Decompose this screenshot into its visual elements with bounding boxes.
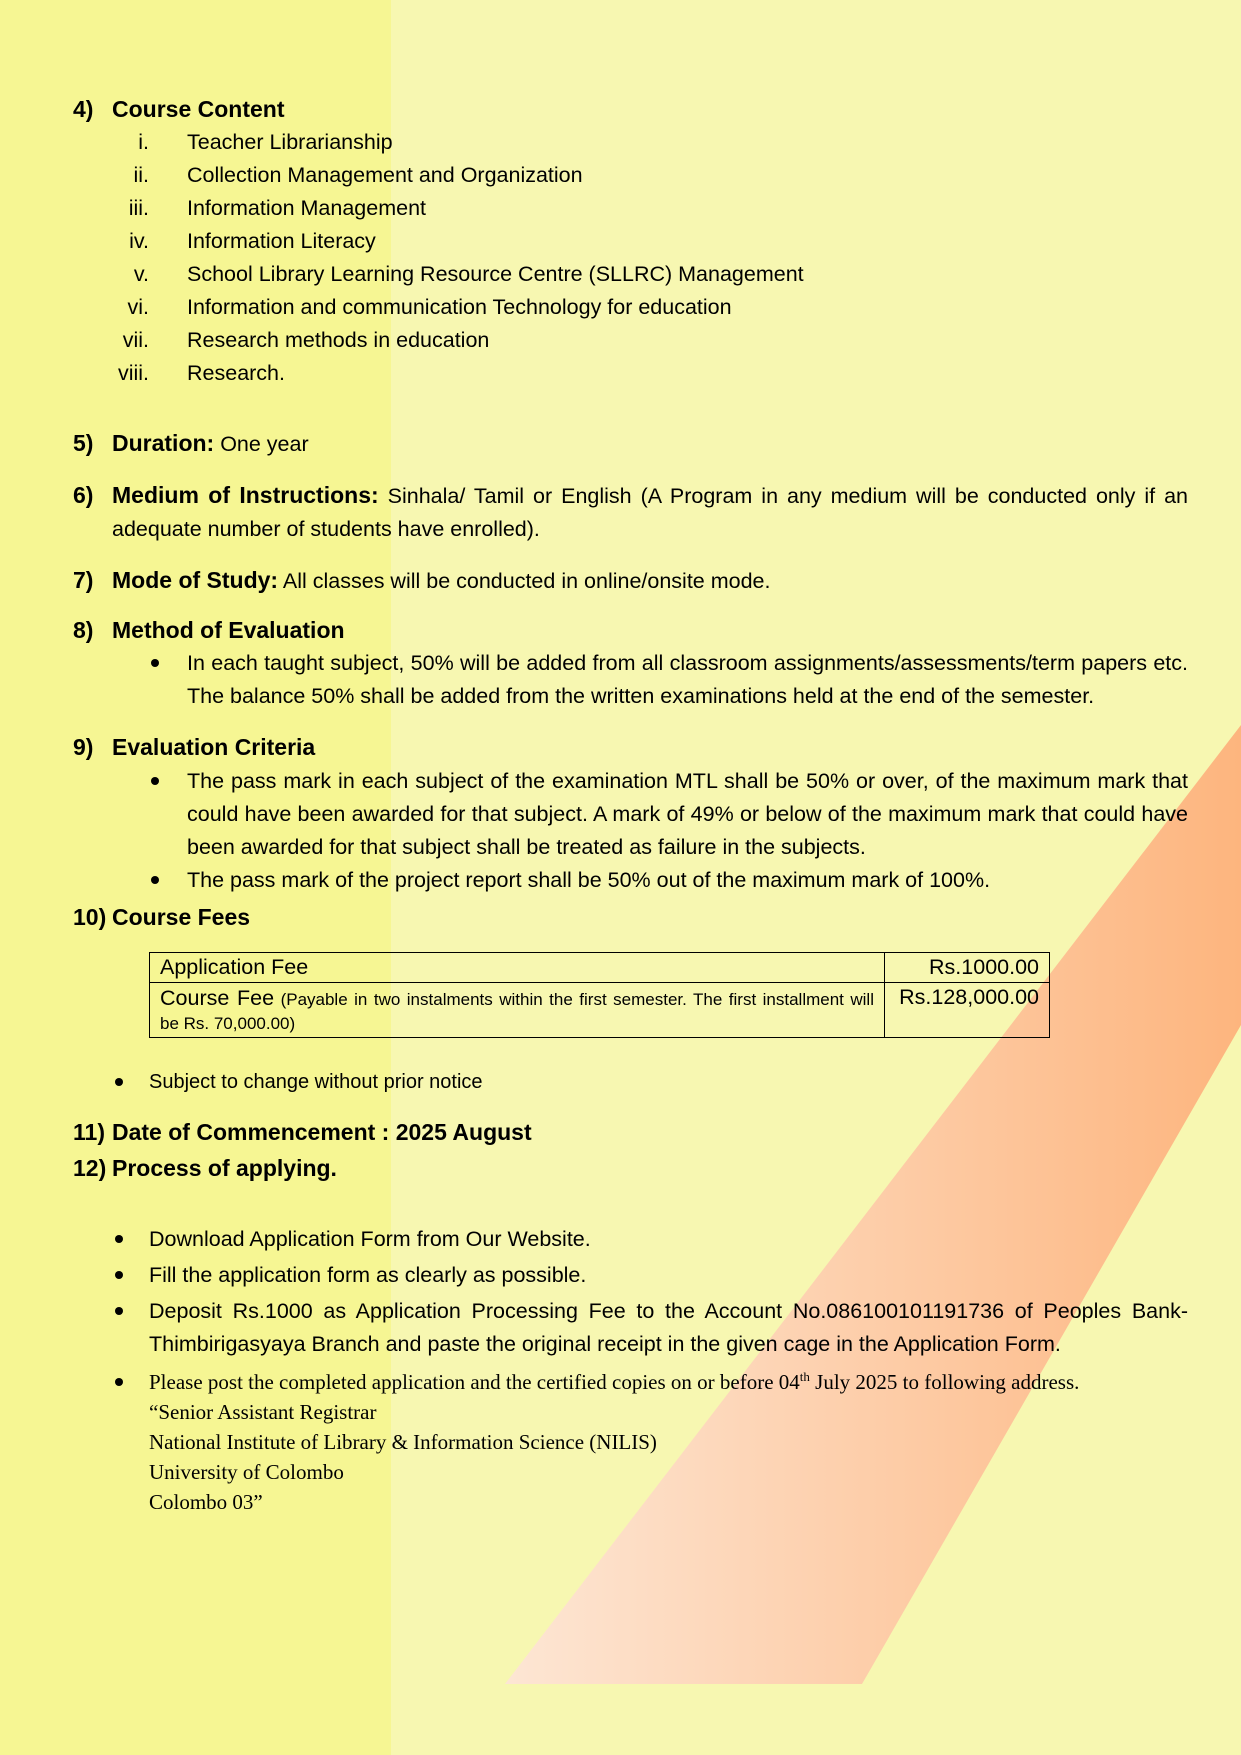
section-number: 8) (73, 617, 94, 643)
course-item-text: Research methods in education (187, 328, 490, 352)
course-item-number: viii. (117, 361, 149, 385)
course-item-number: iv. (129, 229, 149, 253)
section-number: 5) (73, 430, 94, 456)
table-row (150, 983, 1050, 1038)
address-line: Colombo 03” (149, 1490, 263, 1514)
section-title-evaluation-criteria: Evaluation Criteria (112, 734, 316, 760)
bullet-icon (115, 1271, 123, 1279)
fees-change-note: Subject to change without prior notice (149, 1071, 483, 1093)
mode-value: All classes will be conducted in online/onsite mode. (278, 569, 771, 593)
post-instruction-sup: th (799, 1369, 810, 1384)
course-item-number: v. (133, 262, 149, 286)
address-line: National Institute of Library & Information Science (NILIS) (149, 1430, 657, 1454)
post-instruction-prefix: Please post the completed application and the certified copies on or before 04 (149, 1370, 800, 1394)
apply-step-text: Download Application Form from Our Website. (149, 1227, 591, 1251)
course-item-text: Information Literacy (187, 229, 376, 253)
fee-amount-cell: Rs.128,000.00 (885, 983, 1050, 1038)
bullet-icon (151, 659, 159, 667)
address-line: University of Colombo (149, 1460, 344, 1484)
medium-paragraph (112, 479, 1188, 546)
course-item-text: Research. (187, 361, 285, 385)
section-title-course-content: Course Content (112, 96, 285, 122)
course-item-number: ii. (133, 163, 149, 187)
section-title-date-of-commencement: Date of Commencement : 2025 August (112, 1119, 532, 1145)
mode-label: Mode of Study: (112, 567, 279, 593)
bullet-icon (115, 1378, 123, 1386)
post-instruction-text (149, 1367, 1194, 1397)
fee-label-cell: Application Fee (150, 953, 885, 983)
bullet-icon (151, 777, 159, 785)
bullet-icon (115, 1078, 123, 1086)
medium-value: Sinhala/ Tamil or English (A Program in any medium will be conducted only if an adequate number of students have enrolled). (112, 484, 1188, 541)
address-line: “Senior Assistant Registrar (149, 1400, 377, 1424)
course-fee-note: (Payable in two instalments within the first semester. The first installment will be Rs. 70,000.00) (160, 990, 874, 1033)
evaluation-method-text: In each taught subject, 50% will be added from all classroom assignments/assessments/term papers etc. The balance 50% shall be added from the written examinations held at the end of the semester. (187, 651, 1188, 708)
duration-value: One year (214, 432, 309, 456)
course-item-text: Teacher Librarianship (187, 130, 393, 154)
section-number: 12) (73, 1155, 107, 1181)
section-number: 9) (73, 734, 94, 760)
apply-step-text: Deposit Rs.1000 as Application Processing Fee to the Account No.086100101191736 of Peoples Bank-Thimbirigasyaya Branch and paste the original receipt in the given cage in the Application Form. (149, 1299, 1188, 1356)
section-number: 4) (73, 96, 94, 122)
duration-paragraph (112, 427, 1188, 461)
course-item-number: vi. (127, 295, 149, 319)
section-title-course-fees: Course Fees (112, 904, 251, 930)
section-title-method-of-evaluation: Method of Evaluation (112, 617, 345, 643)
bullet-icon (151, 876, 159, 884)
criteria-project-report-text: The pass mark of the project report shall be 50% out of the maximum mark of 100%. (187, 868, 991, 892)
section-number: 7) (73, 567, 94, 593)
bullet-icon (115, 1307, 123, 1315)
course-item-number: vii. (122, 328, 149, 352)
table-row (150, 953, 1050, 983)
course-fee-label: Course Fee (160, 986, 275, 1010)
course-fees-table (149, 952, 1050, 1038)
post-instruction-suffix: July 2025 to following address. (809, 1370, 1080, 1394)
medium-label: Medium of Instructions: (112, 482, 379, 508)
section-number: 6) (73, 482, 94, 508)
criteria-pass-mark-text: The pass mark in each subject of the examination MTL shall be 50% or over, of the maximum mark that could have been awarded for that subject. A mark of 49% or below of the maximum mark that could have been awarded for that subject shall be treated as failure in the subjects. (187, 769, 1188, 859)
apply-step-text: Fill the application form as clearly as possible. (149, 1263, 587, 1287)
course-item-number: i. (138, 130, 149, 154)
mode-paragraph (112, 564, 1188, 598)
section-number: 10) (73, 904, 107, 930)
course-item-text: Information and communication Technology for education (187, 295, 732, 319)
section-title-process-of-applying: Process of applying. (112, 1155, 337, 1181)
bullet-icon (115, 1235, 123, 1243)
section-number: 11) (73, 1119, 105, 1145)
course-item-number: iii. (128, 196, 149, 220)
course-item-text: Information Management (187, 196, 427, 220)
fee-amount-cell: Rs.1000.00 (885, 953, 1050, 983)
course-item-text: School Library Learning Resource Centre (SLLRC) Management (187, 262, 804, 286)
course-item-text: Collection Management and Organization (187, 163, 583, 187)
duration-label: Duration: (112, 430, 215, 456)
fee-label-cell (150, 983, 885, 1038)
